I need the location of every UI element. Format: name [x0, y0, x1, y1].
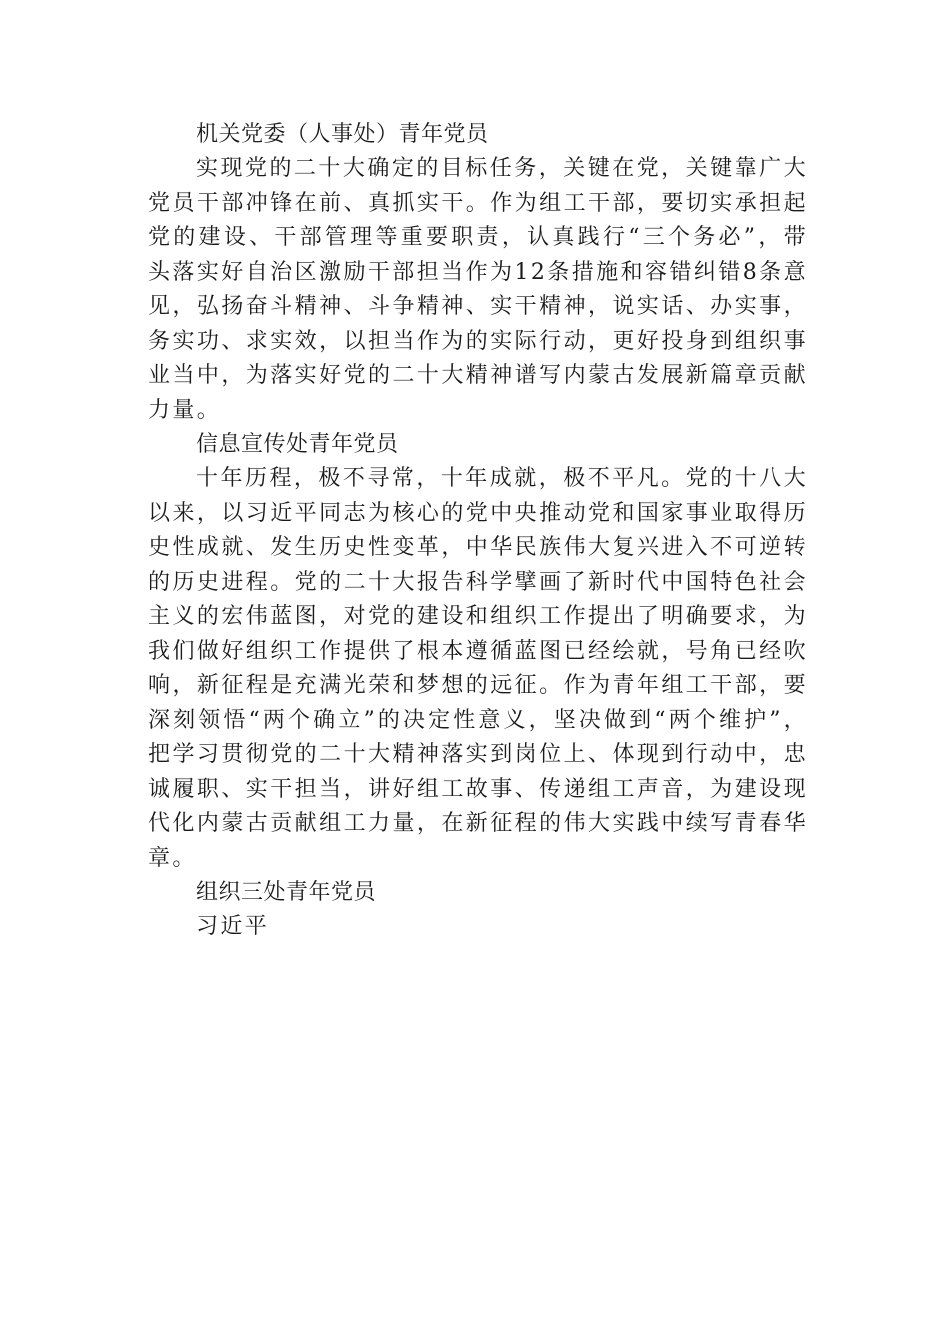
section-paragraph-1: 实现党的二十大确定的目标任务，关键在党，关键靠广大党员干部冲锋在前、真抓实干。作为组工干部，要切实承担起党的建设、干部管理等重要职责，认真践行“三个务必”，带头落实好自治区激励干部担当作为12条措施和容错纠错8条意见，弘扬奋斗精神、斗争精神、实干精神，说实话、办实事，务实功、求实效，以担当作为的实际行动，更好投身到组织事业当中，为落实好党的二十大精神谱写内蒙古发展新篇章贡献力量。 — [148, 156, 808, 423]
section-heading-3: 组织三处青年党员 — [196, 880, 377, 905]
section-heading-2: 信息宣传处青年党员 — [196, 432, 399, 457]
section-paragraph-2: 十年历程，极不寻常，十年成就，极不平凡。党的十八大以来，以习近平同志为核心的党中央推动党和国家事业取得历史性成就、发生历史性变革，中华民族伟大复兴进入不可逆转的历史进程。党的二十大报告科学擘画了新时代中国特色社会主义的宏伟蓝图，对党的建设和组织工作提出了明确要求，为我们做好组织工作提供了根本遵循蓝图已经绘就，号角已经吹响，新征程是充满光荣和梦想的远征。作为青年组工干部，要深刻领悟“两个确立”的决定性意义，坚决做到“两个维护”，把学习贯彻党的二十大精神落实到岗位上、体现到行动中，忠诚履职、实干担当，讲好组工故事、传递组工声音，为建设现代化内蒙古贡献组工力量，在新征程的伟大实践中续写青春华章。 — [148, 466, 808, 871]
document-page — [148, 118, 808, 944]
section-paragraph-3: 习近平 — [196, 914, 270, 939]
section-heading-1: 机关党委（人事处）青年党员 — [196, 122, 489, 147]
